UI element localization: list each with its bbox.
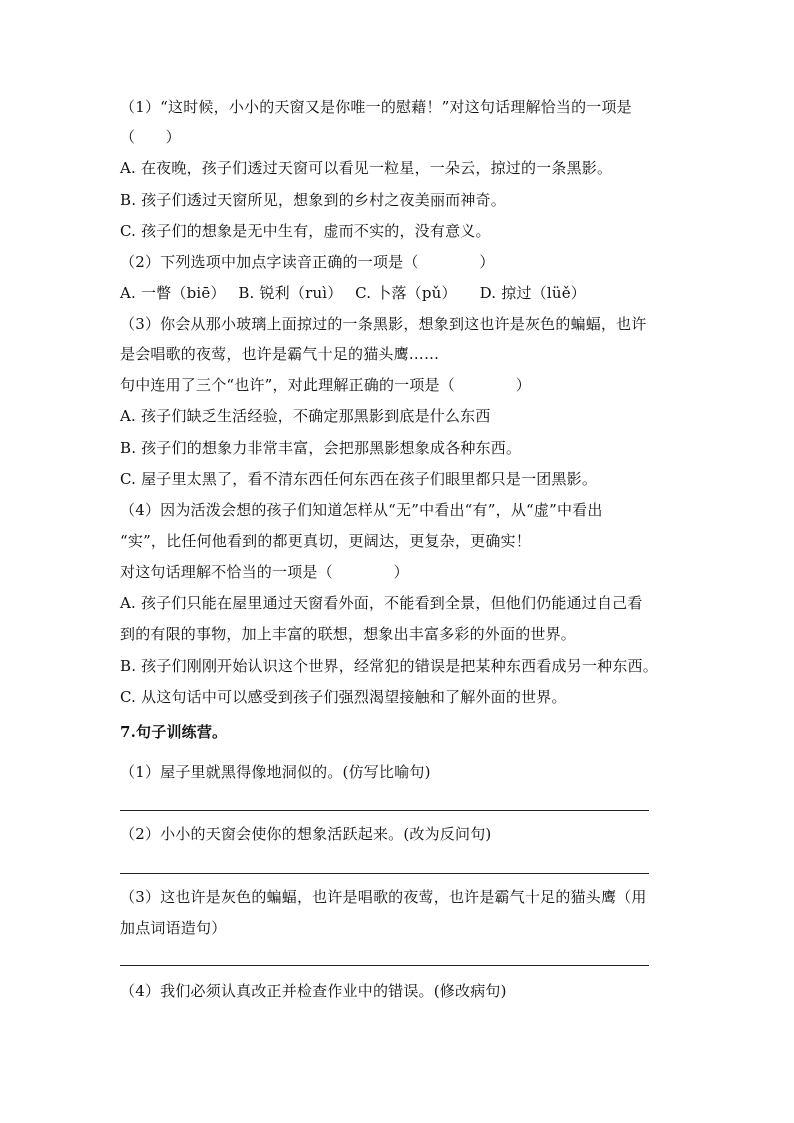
question-6-4-option-a-line2: 到的有限的事物，加上丰富的联想，想象出丰富多彩的外面的世界。 — [120, 625, 577, 643]
question-6-1-option-c: C. 孩子们的想象是无中生有，虚而不实的，没有意义。 — [120, 222, 491, 240]
question-6-3-option-c: C. 屋子里太黑了，看不清东西任何东西在孩子们眼里都只是一团黑影。 — [120, 470, 598, 488]
question-6-4-stem-line1: （4）因为活泼会想的孩子们知道怎样从“无”中看出“有”，从“虚”中看出 — [120, 501, 603, 519]
question-6-4-option-b: B. 孩子们刚刚开始认识这个世界，经常犯的错误是把某种东西看成另一种东西。 — [120, 657, 658, 675]
question-6-3-stem-line1: （3）你会从那小玻璃上面掠过的一条黑影，想象到这也许是灰色的蝙蝠，也许 — [120, 315, 647, 333]
question-6-1-option-a: A. 在夜晚，孩子们透过天窗可以看见一粒星，一朵云，掠过的一条黑影。 — [120, 159, 613, 177]
question-6-2-options: A. 一瞥（biē） B. 锐利（ruì） C. 卜落（pǔ） D. 掠过（lüě） — [120, 284, 586, 302]
question-7-2: （2）小小的天窗会使你的想象活跃起来。(改为反问句) — [120, 825, 492, 843]
question-6-4-option-c: C. 从这句话中可以感受到孩子们强烈渴望接触和了解外面的世界。 — [120, 688, 567, 706]
question-7-4: （4）我们必须认真改正并检查作业中的错误。(修改病句) — [120, 982, 507, 1000]
question-6-3-stem-line2: 是会唱歌的夜莺，也许是霸气十足的猫头鹰…… — [120, 345, 440, 363]
question-6-1-stem: （1）“这时候，小小的天窗又是你唯一的慰藉！”对这句话理解恰当的一项是 — [120, 98, 632, 116]
question-6-1-option-b: B. 孩子们透过天窗所见，想象到的乡村之夜美丽而神奇。 — [120, 191, 506, 209]
question-7-3-line1: （3）这也许是灰色的蝙蝠，也许是唱歌的夜莺，也许是霸气十足的猫头鹰（用 — [120, 888, 647, 906]
question-6-2-stem: （2）下列选项中加点字读音正确的一项是（ ） — [120, 253, 495, 271]
question-6-3-option-b: B. 孩子们的想象力非常丰富，会把那黑影想象成各种东西。 — [120, 439, 522, 457]
question-6-4-prompt: 对这句话理解不恰当的一项是（ ） — [120, 563, 409, 581]
answer-line-1[interactable] — [120, 810, 649, 811]
question-6-1-blank: （ ） — [120, 128, 181, 146]
question-7-3-line2: 加点词语造句） — [120, 919, 227, 937]
question-6-4-option-a-line1: A. 孩子们只能在屋里通过天窗看外面，不能看到全景，但他们仍能通过自己看 — [120, 594, 643, 612]
question-6-3-option-a: A. 孩子们缺乏生活经验，不确定那黑影到底是什么东西 — [120, 407, 491, 425]
question-6-3-prompt: 句中连用了三个“也许”，对此理解正确的一项是（ ） — [120, 376, 531, 394]
answer-line-2[interactable] — [120, 873, 649, 874]
section-7-heading: 7.句子训练营。 — [120, 723, 228, 741]
answer-line-3[interactable] — [120, 965, 649, 966]
question-6-4-stem-line2: “实”，比任何他看到的都更真切，更阔达，更复杂，更确实！ — [120, 532, 531, 550]
question-7-1: （1）屋子里就黑得像地洞似的。(仿写比喻句) — [120, 763, 431, 781]
